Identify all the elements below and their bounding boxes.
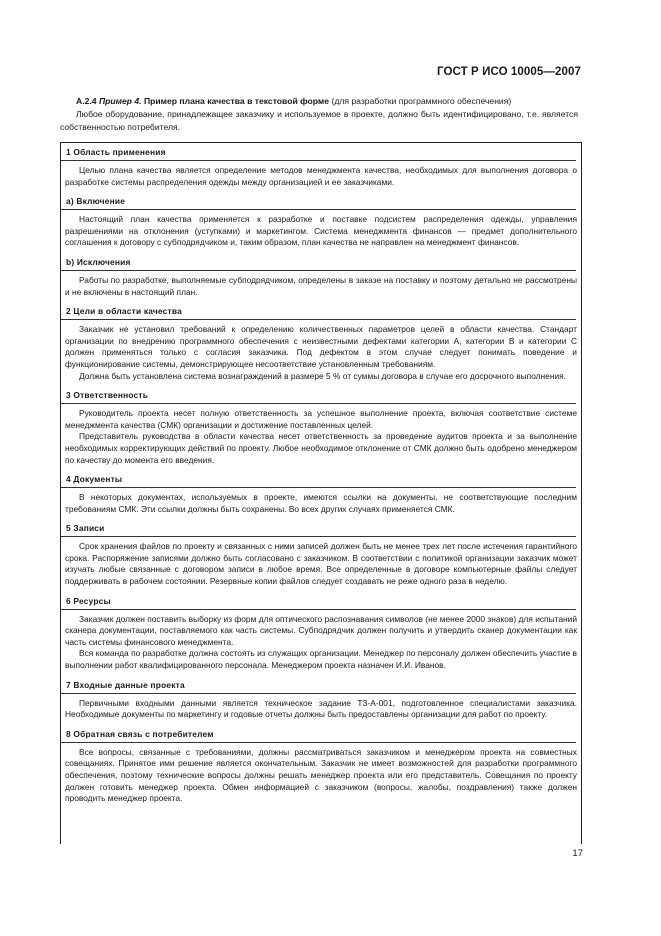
section-title: b) Исключения (60, 254, 576, 271)
section-title: а) Включение (60, 193, 576, 210)
section-paragraph: Целью плана качества является определение методов менеджмента качества, необходимых для выполнения договора о разработке системы распределения одежды между организацией и ее заказчиками. (65, 165, 577, 187)
section-body (60, 404, 579, 471)
section-body (60, 210, 579, 254)
section-body (60, 694, 579, 726)
section-paragraph: Первичными входными данными является техническое задание ТЗ-А-001, подготовленное специалистами заказчика. Необходимые документы по маркетингу и годовые отчеты должны быть предоставлены организации для работ по проекту. (65, 697, 577, 720)
intro-example: Пример 4. (98, 96, 142, 106)
section-paragraph: Должна быть установлена система вознаграждений в размере 5 % от суммы договора в случае его досрочного выполнения. (79, 370, 567, 381)
section-body (60, 488, 579, 520)
section-paragraph: Работы по разработке, выполняемые субподрядчиком, определены в заказе на поставку и поэтому детально не рассмотрены и не включены в настоящий план. (65, 274, 577, 297)
section-title: 5 Записи (60, 520, 576, 537)
section-title: 8 Обратная связь с потребителем (60, 726, 576, 743)
section-paragraph: Настоящий план качества применяется к разработке и поставке подсистем распределения одежды, управления разрешениями на отклонения (уступками) и маркетингом. Система менеджмента финансов — предмет дополнительного соглашения к договору с субподрядчиком и, таким образом, план качества не направлен на менеджмент финансов. (65, 214, 577, 248)
section-title: 4 Документы (60, 471, 576, 488)
section-body (60, 161, 579, 193)
section-paragraph: Вся команда по разработке должна состоять из служащих организации. Менеджер по персоналу должен обеспечить участие в выполнении работ квалифицированного персонала. Менеджером проекта назначен И.И. Иванов. (65, 648, 577, 671)
section-body (60, 271, 579, 303)
section-title: 3 Ответственность (60, 387, 576, 404)
section-title: 7 Входные данные проекта (60, 677, 576, 694)
section-body (60, 610, 579, 677)
section-paragraph: Представитель руководства в области качества несет ответственность за проведение аудитов проекта и за выполнение необходимых корректирующих действий по проекту. Любое необходимое отклонение от СМК должно быть одобрено менеджером по качеству до момента его введения. (65, 431, 577, 465)
section-title: 1 Область применения (60, 144, 576, 161)
section-body (60, 743, 579, 810)
section-body (60, 537, 579, 592)
document-header: ГОСТ Р ИСО 10005—2007 (436, 66, 581, 78)
intro-title-note: (для разработки программного обеспечения) (331, 96, 512, 106)
intro-title: Пример плана качества в текстовой форме (143, 96, 330, 106)
intro-block (60, 95, 578, 134)
section-paragraph: Руководитель проекта несет полную ответственность за успешное выполнение проекта, включая соответствие системе менеджмента качества (СМК) организации и достижение поставленных целей. (65, 408, 577, 430)
section-title: 2 Цели в области качества (60, 303, 576, 320)
intro-text: Любое оборудование, принадлежащее заказчику и используемое в проекте, должно быть идентифицировано, т.е. является собственностью потребителя. (60, 109, 578, 132)
section-body (60, 320, 579, 387)
section-paragraph: Заказчик не установил требований к определению количественных параметров целей в области качества. Стандарт организации по внедрению программного обеспечения с неизвестными дефектами категории А, категории В и категории С должен применяться только с согласия заказчика. Под дефектом в этом случае следует понимать поведение и функционирование системы, демонстрирующее несоответствие установленным требованиям. (65, 324, 577, 369)
quality-plan-content (60, 144, 579, 810)
page-number: 17 (572, 848, 583, 859)
section-paragraph: В некоторых документах, используемых в проекте, имеются ссылки на документы, не соответствующие последним требованиям СМК. Эти ссылки должны быть сохранены. Во всех других случаях применяется СМК. (65, 492, 577, 514)
section-title: 6 Ресурсы (60, 593, 576, 610)
intro-heading (60, 95, 578, 108)
section-paragraph: Заказчик должен поставить выборку из форм для оптического распознавания символов (не менее 2000 знаков) для испытаний сканера документации, поставляемого как часть системы. Субподрядчик должен получить и утвердить сканер документации как часть системы финансового менеджмента. (65, 613, 577, 647)
section-paragraph: Срок хранения файлов по проекту и связанных с ними записей должен быть не менее трех лет после истечения гарантийного срока. Распоряжение записями должно быть согласовано с заказчиком. В соответствии с политикой организации заказчик может изучать любые связанные с договором записи в любое время. Все определенные в договоре компьютерные файлы следует поддерживать в рабочем состоянии. Резервные копии файлов следует создавать не реже одного раза в неделю. (65, 541, 577, 587)
intro-ref: А.2.4 (76, 96, 97, 106)
section-paragraph: Все вопросы, связанные с требованиями, должны рассматриваться заказчиком и менеджером проекта на совместных совещаниях. Принятое ими решение является окончательным. Заказчик не имеет возможностей для разработки программного обеспечения, поэтому технические вопросы должны решать менеджер проекта или его представитель. Совещания по проекту должен готовить менеджер проекта. Обмен информацией с заказчиком (вопросы, жалобы, поздравления) также должен проводить менеджер проекта. (65, 746, 577, 804)
